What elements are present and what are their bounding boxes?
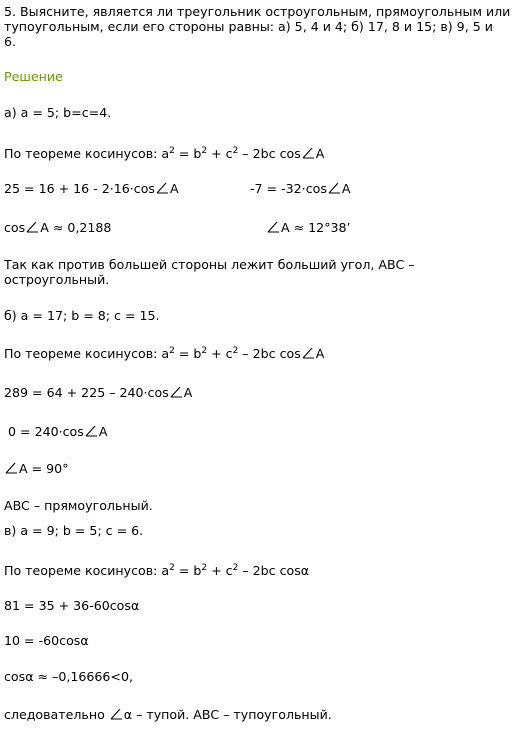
problem-line-3: 6. xyxy=(4,34,17,49)
equation-text: 289 = 64 + 225 – 240·cos xyxy=(4,385,169,400)
part-b-conclusion: ABC – прямоугольный. xyxy=(4,498,153,513)
angle-icon xyxy=(328,182,341,194)
equation-text: 25 = 16 + 16 - 2·16·cos xyxy=(4,181,155,196)
part-a-conclusion-line-2: остроугольный. xyxy=(4,272,110,287)
part-a-given: а) a = 5; b=c=4. xyxy=(4,105,112,120)
part-b-angle-value xyxy=(4,461,69,476)
theorem-text: + c xyxy=(207,563,233,578)
theorem-text: + c xyxy=(207,346,233,361)
conclusion-text: следовательно xyxy=(4,707,109,722)
exponent: 2 xyxy=(201,346,208,356)
exponent: 2 xyxy=(169,146,175,156)
exponent: 2 xyxy=(169,346,175,356)
part-c-theorem xyxy=(4,563,309,578)
equation-text: A = 90° xyxy=(19,461,69,476)
angle-label: A xyxy=(315,146,325,161)
part-c-equation-2: 10 = -60cosα xyxy=(4,633,89,648)
exponent: 2 xyxy=(232,146,239,156)
theorem-text: = b xyxy=(174,346,202,361)
angle-icon xyxy=(302,147,315,159)
conclusion-text: α – тупой. ABC – тупоугольный. xyxy=(123,707,332,722)
part-a-equation-2 xyxy=(250,181,351,196)
theorem-text: По теореме косинусов: a xyxy=(4,146,170,161)
part-a-conclusion-line-1: Так как против большей стороны лежит больший угол, ABC – xyxy=(4,257,415,272)
exponent: 2 xyxy=(201,563,208,573)
theorem-text: + c xyxy=(207,146,233,161)
angle-icon xyxy=(110,708,123,720)
theorem-text: По теореме косинусов: a xyxy=(4,346,170,361)
theorem-text: – 2bc cosα xyxy=(238,563,310,578)
part-a-equation-1 xyxy=(4,181,179,196)
equation-text: cos xyxy=(4,220,26,235)
equation-text: A ≈ 0,2188 xyxy=(40,220,112,235)
part-b-given: б) a = 17; b = 8; c = 15. xyxy=(4,308,160,323)
part-c-equation-3: cosα ≈ –0,16666<0, xyxy=(4,669,133,684)
part-a-angle-value xyxy=(266,220,351,235)
angle-label: A xyxy=(183,385,193,400)
part-c-conclusion xyxy=(4,707,332,722)
angle-label: A xyxy=(315,346,325,361)
theorem-text: По теореме косинусов: a xyxy=(4,563,170,578)
problem-line-2: тупоугольным, если его стороны равны: а) 5, 4 и 4; б) 17, 8 и 15; в) 9, 5 и xyxy=(4,19,493,34)
problem-line-1: 5. Выясните, является ли треугольник остроугольным, прямоугольным или xyxy=(4,4,511,19)
angle-icon xyxy=(170,386,183,398)
angle-icon xyxy=(156,182,169,194)
exponent: 2 xyxy=(232,346,239,356)
angle-icon xyxy=(5,462,18,474)
part-b-equation-2 xyxy=(4,424,107,439)
equation-text: A ≈ 12°38’ xyxy=(281,220,351,235)
part-c-given: в) a = 9; b = 5; c = 6. xyxy=(4,523,144,538)
part-b-equation-1 xyxy=(4,385,192,400)
angle-icon xyxy=(267,221,280,233)
part-a-cos-value xyxy=(4,220,111,235)
theorem-text: – 2bc cos xyxy=(238,346,301,361)
angle-label: A xyxy=(169,181,179,196)
part-b-theorem xyxy=(4,346,324,361)
angle-label: A xyxy=(341,181,351,196)
theorem-text: = b xyxy=(174,563,202,578)
angle-label: A xyxy=(98,424,108,439)
exponent: 2 xyxy=(232,563,239,573)
theorem-text: = b xyxy=(174,146,202,161)
solution-heading: Решение xyxy=(4,69,63,84)
part-c-equation-1: 81 = 35 + 36-60cosα xyxy=(4,598,140,613)
equation-text: -7 = -32·cos xyxy=(250,181,327,196)
angle-icon xyxy=(26,221,39,233)
theorem-text: – 2bc cos xyxy=(238,146,301,161)
equation-text: 0 = 240·cos xyxy=(4,424,84,439)
part-a-theorem xyxy=(4,146,324,161)
angle-icon xyxy=(302,347,315,359)
exponent: 2 xyxy=(169,563,175,573)
exponent: 2 xyxy=(201,146,208,156)
angle-icon xyxy=(85,425,98,437)
